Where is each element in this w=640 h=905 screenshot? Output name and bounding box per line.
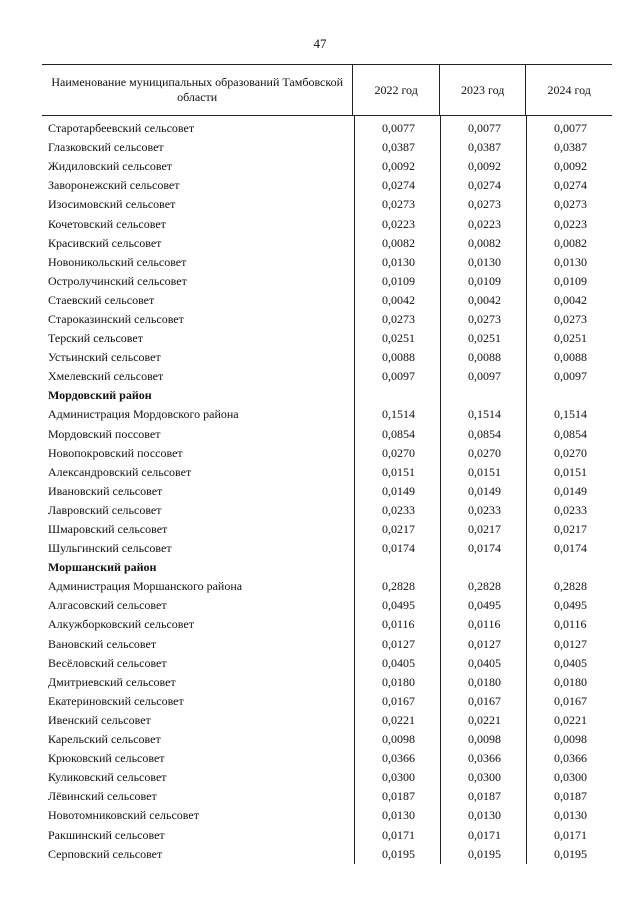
value-2023: 0,0097	[468, 369, 501, 384]
value-2024: 0,0854	[554, 426, 587, 441]
municipality-name: Изосимовский сельсовет	[48, 197, 176, 212]
value-2023: 0,0223	[468, 216, 501, 231]
value-2023: 0,0387	[468, 140, 501, 155]
municipality-name: Лавровский сельсовет	[48, 502, 162, 517]
value-2024: 0,1514	[554, 407, 587, 422]
value-2022: 0,0217	[382, 522, 415, 537]
municipality-name: Стаевский сельсовет	[48, 292, 155, 307]
table-row	[42, 596, 612, 615]
table-row	[42, 444, 612, 463]
municipality-name: Кочетовский сельсовет	[48, 216, 166, 231]
value-2022: 0,0300	[382, 770, 415, 785]
value-2022: 0,0405	[382, 655, 415, 670]
municipality-name: Ивановский сельсовет	[48, 483, 163, 498]
value-2023: 0,0130	[468, 254, 501, 269]
value-2024: 0,0098	[554, 732, 587, 747]
value-2022: 0,0274	[382, 178, 415, 193]
value-2023: 0,0174	[468, 541, 501, 556]
table-row	[42, 768, 612, 787]
header-year-2022: 2022 год	[352, 65, 439, 115]
table-row	[42, 520, 612, 539]
table-row	[42, 463, 612, 482]
municipality-name: Хмелевский сельсовет	[48, 369, 164, 384]
value-2023: 0,2828	[468, 579, 501, 594]
table-row	[42, 214, 612, 233]
value-2022: 0,0167	[382, 693, 415, 708]
value-2022: 0,0366	[382, 751, 415, 766]
value-2022: 0,0195	[382, 846, 415, 861]
table-row	[42, 291, 612, 310]
value-2024: 0,0130	[554, 808, 587, 823]
value-2023: 0,0195	[468, 846, 501, 861]
value-2024: 0,0092	[554, 159, 587, 174]
value-2024: 0,0273	[554, 311, 587, 326]
table-row	[42, 157, 612, 176]
value-2023: 0,0092	[468, 159, 501, 174]
municipality-name: Старотарбеевский сельсовет	[48, 121, 195, 136]
value-2022: 0,0233	[382, 502, 415, 517]
value-2023: 0,0273	[468, 311, 501, 326]
table-row	[42, 310, 612, 329]
value-2022: 0,0130	[382, 254, 415, 269]
value-2023: 0,0405	[468, 655, 501, 670]
municipality-name: Жидиловский сельсовет	[48, 159, 173, 174]
table-row	[42, 539, 612, 558]
table-row	[42, 425, 612, 444]
table-row	[42, 577, 612, 596]
value-2023: 0,0042	[468, 292, 501, 307]
municipality-name: Лёвинский сельсовет	[48, 789, 157, 804]
value-2023: 0,0098	[468, 732, 501, 747]
value-2024: 0,0042	[554, 292, 587, 307]
value-2022: 0,0151	[382, 464, 415, 479]
value-2024: 0,0273	[554, 197, 587, 212]
municipality-name: Заворонежский сельсовет	[48, 178, 180, 193]
value-2023: 0,0274	[468, 178, 501, 193]
value-2024: 0,0116	[554, 617, 587, 632]
value-2023: 0,0217	[468, 522, 501, 537]
value-2024: 0,2828	[554, 579, 587, 594]
value-2023: 0,0180	[468, 674, 501, 689]
value-2023: 0,0495	[468, 598, 501, 613]
value-2024: 0,0366	[554, 751, 587, 766]
value-2023: 0,0127	[468, 636, 501, 651]
table-row	[42, 234, 612, 253]
municipality-name: Алкужборковский сельсовет	[48, 617, 194, 632]
value-2023: 0,0187	[468, 789, 501, 804]
table-row	[42, 119, 612, 138]
value-2023: 0,0270	[468, 445, 501, 460]
municipality-name: Новоникольский сельсовет	[48, 254, 187, 269]
municipality-name: Весёловский сельсовет	[48, 655, 167, 670]
value-2024: 0,0151	[554, 464, 587, 479]
table-row	[42, 367, 612, 386]
header-name-column: Наименование муниципальных образований Тамбовской области	[51, 75, 344, 104]
value-2023: 0,0149	[468, 483, 501, 498]
value-2024: 0,0217	[554, 522, 587, 537]
municipality-name: Красивский сельсовет	[48, 235, 162, 250]
value-2024: 0,0127	[554, 636, 587, 651]
value-2024: 0,0180	[554, 674, 587, 689]
municipality-name: Устьинский сельсовет	[48, 350, 161, 365]
section-title: Моршанский район	[48, 560, 157, 575]
table-row	[42, 138, 612, 157]
value-2024: 0,0149	[554, 483, 587, 498]
table-row	[42, 692, 612, 711]
value-2024: 0,0174	[554, 541, 587, 556]
value-2024: 0,0233	[554, 502, 587, 517]
value-2022: 0,0109	[382, 273, 415, 288]
municipality-name: Администрация Моршанского района	[48, 579, 243, 594]
municipality-name: Шмаровский сельсовет	[48, 522, 168, 537]
section-title: Мордовский район	[48, 388, 152, 403]
table-row	[42, 635, 612, 654]
value-2024: 0,0251	[554, 331, 587, 346]
table-row	[42, 730, 612, 749]
municipality-name: Новопокровский поссовет	[48, 445, 183, 460]
value-2024: 0,0274	[554, 178, 587, 193]
value-2022: 0,0495	[382, 598, 415, 613]
table-row	[42, 482, 612, 501]
value-2022: 0,0273	[382, 197, 415, 212]
value-2022: 0,0097	[382, 369, 415, 384]
table-body	[42, 116, 612, 864]
value-2023: 0,1514	[468, 407, 501, 422]
table-row	[42, 806, 612, 825]
section-header-row	[42, 386, 612, 405]
value-2023: 0,0130	[468, 808, 501, 823]
value-2023: 0,0171	[468, 827, 501, 842]
value-2022: 0,0077	[382, 121, 415, 136]
value-2024: 0,0300	[554, 770, 587, 785]
municipality-name: Алгасовский сельсовет	[48, 598, 167, 613]
value-2023: 0,0116	[468, 617, 501, 632]
value-2022: 0,0223	[382, 216, 415, 231]
value-2023: 0,0273	[468, 197, 501, 212]
table-row	[42, 673, 612, 692]
value-2023: 0,0221	[468, 712, 501, 727]
value-2023: 0,0167	[468, 693, 501, 708]
table-row	[42, 845, 612, 864]
value-2024: 0,0097	[554, 369, 587, 384]
value-2024: 0,0223	[554, 216, 587, 231]
municipality-name: Крюковский сельсовет	[48, 751, 165, 766]
municipality-name: Глазковский сельсовет	[48, 140, 164, 155]
municipality-name: Серповский сельсовет	[48, 846, 163, 861]
table-row	[42, 405, 612, 424]
value-2022: 0,0082	[382, 235, 415, 250]
value-2022: 0,0221	[382, 712, 415, 727]
value-2022: 0,1514	[382, 407, 415, 422]
value-2022: 0,0127	[382, 636, 415, 651]
value-2022: 0,0273	[382, 311, 415, 326]
value-2024: 0,0077	[554, 121, 587, 136]
value-2022: 0,0854	[382, 426, 415, 441]
table-row	[42, 787, 612, 806]
value-2022: 0,0088	[382, 350, 415, 365]
value-2022: 0,0042	[382, 292, 415, 307]
value-2023: 0,0366	[468, 751, 501, 766]
value-2022: 0,0092	[382, 159, 415, 174]
value-2023: 0,0082	[468, 235, 501, 250]
value-2023: 0,0300	[468, 770, 501, 785]
municipality-name: Ракшинский сельсовет	[48, 827, 165, 842]
value-2024: 0,0195	[554, 846, 587, 861]
value-2022: 0,0270	[382, 445, 415, 460]
page-number: 47	[313, 36, 327, 51]
value-2023: 0,0233	[468, 502, 501, 517]
municipality-name: Куликовский сельсовет	[48, 770, 167, 785]
value-2024: 0,0270	[554, 445, 587, 460]
table-row	[42, 329, 612, 348]
table-row	[42, 711, 612, 730]
municipality-name: Новотомниковский сельсовет	[48, 808, 199, 823]
municipality-name: Терский сельсовет	[48, 331, 143, 346]
municipality-name: Мордовский поссовет	[48, 426, 161, 441]
table-row	[42, 348, 612, 367]
municipality-name: Дмитриевский сельсовет	[48, 674, 176, 689]
value-2022: 0,0187	[382, 789, 415, 804]
value-2024: 0,0387	[554, 140, 587, 155]
table-row	[42, 501, 612, 520]
section-header-row	[42, 558, 612, 577]
data-table	[42, 64, 612, 864]
value-2023: 0,0251	[468, 331, 501, 346]
municipality-name: Карельский сельсовет	[48, 732, 161, 747]
table-row	[42, 825, 612, 844]
value-2022: 0,0171	[382, 827, 415, 842]
value-2024: 0,0171	[554, 827, 587, 842]
value-2023: 0,0077	[468, 121, 501, 136]
value-2022: 0,0130	[382, 808, 415, 823]
municipality-name: Староказинский сельсовет	[48, 311, 184, 326]
value-2022: 0,0174	[382, 541, 415, 556]
value-2024: 0,0495	[554, 598, 587, 613]
table-row	[42, 195, 612, 214]
value-2023: 0,0151	[468, 464, 501, 479]
header-year-2024: 2024 год	[525, 65, 612, 115]
value-2024: 0,0082	[554, 235, 587, 250]
value-2022: 0,2828	[382, 579, 415, 594]
municipality-name: Администрация Мордовского района	[48, 407, 239, 422]
value-2024: 0,0109	[554, 273, 587, 288]
municipality-name: Александровский сельсовет	[48, 464, 192, 479]
value-2024: 0,0167	[554, 693, 587, 708]
value-2024: 0,0187	[554, 789, 587, 804]
municipality-name: Шульгинский сельсовет	[48, 541, 172, 556]
value-2022: 0,0387	[382, 140, 415, 155]
value-2023: 0,0109	[468, 273, 501, 288]
municipality-name: Вановский сельсовет	[48, 636, 157, 651]
table-row	[42, 272, 612, 291]
table-row	[42, 615, 612, 634]
value-2022: 0,0149	[382, 483, 415, 498]
value-2022: 0,0251	[382, 331, 415, 346]
value-2024: 0,0130	[554, 254, 587, 269]
header-year-2023: 2023 год	[439, 65, 526, 115]
value-2022: 0,0180	[382, 674, 415, 689]
table-row	[42, 749, 612, 768]
table-row	[42, 176, 612, 195]
value-2022: 0,0098	[382, 732, 415, 747]
municipality-name: Остролучинский сельсовет	[48, 273, 187, 288]
value-2024: 0,0088	[554, 350, 587, 365]
value-2022: 0,0116	[382, 617, 415, 632]
table-row	[42, 654, 612, 673]
value-2024: 0,0221	[554, 712, 587, 727]
table-header	[42, 64, 612, 116]
municipality-name: Екатериновский сельсовет	[48, 693, 184, 708]
value-2024: 0,0405	[554, 655, 587, 670]
value-2023: 0,0088	[468, 350, 501, 365]
value-2023: 0,0854	[468, 426, 501, 441]
municipality-name: Ивенский сельсовет	[48, 712, 151, 727]
table-row	[42, 253, 612, 272]
